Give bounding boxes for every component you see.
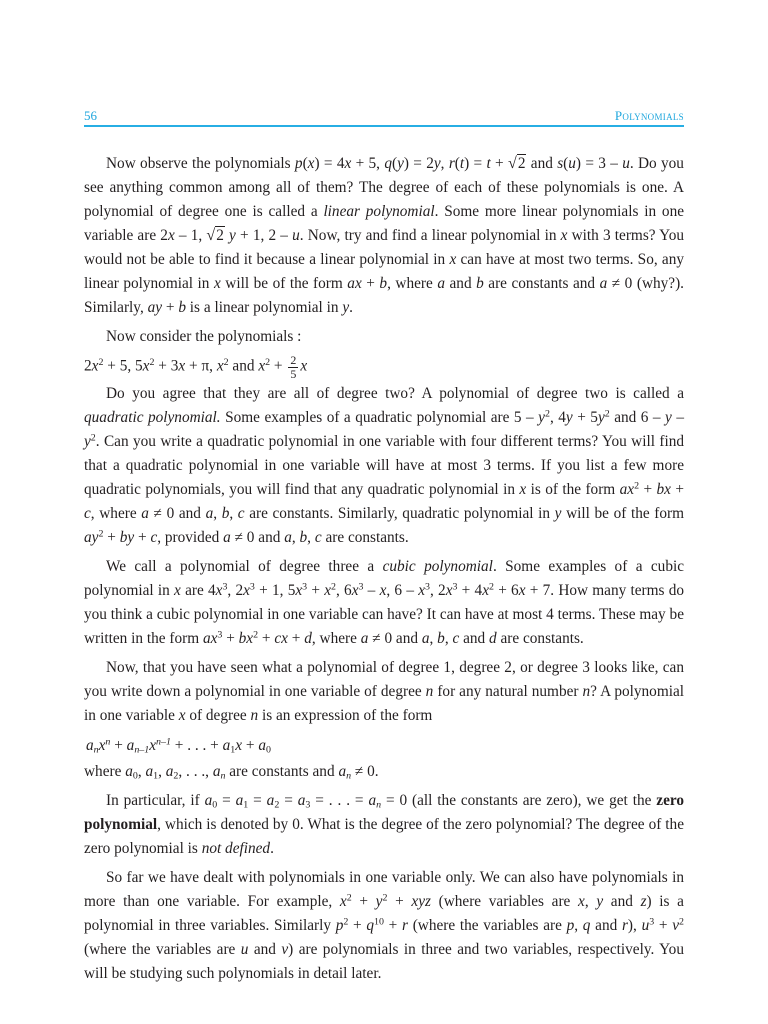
term-quadratic-polynomial: quadratic polynomial. xyxy=(84,409,221,427)
paragraph-linear-polynomials: Now observe the polynomials p(x) = 4x + 5, q(y) = 2y, r(t) = t + √2 and s(u) = 3 – u. Do you see anything common among all of them? The degree of each of these polynomials is one. A polynomial of degree one is called a linear polynomial. Some more linear polynomials in one variable are 2x – 1, √2 y + 1, 2 – u. Now, try and find a linear polynomial in x with 3 terms? You would not be able to find it because a linear polynomial in x can have at most two terms. So, any linear polynomial in x will be of the form ax + b, where a and b are constants and a ≠ 0 (why?). Similarly, ay + b is a linear polynomial in y. xyxy=(84,155,685,316)
page-body xyxy=(84,152,684,991)
paragraph-constants: where $a_0$, $a_1$, $a_2$, . . ., $a_n$ are constants and $a_n \ne 0$. xyxy=(84,763,379,782)
quadratic-examples-line: $2x^2 + 5$, $5x^2 + 3x + \pi$, $x^2$ and $x^2$ + $\frac{2}{5}$ x xyxy=(84,353,308,381)
paragraph-general-polynomial: Now, that you have seen what a polynomial of degree 1, degree 2, or degree 3 looks like, can you write down a polynomial in one variable of degree n for any natural number n? A polynomial in one variable x of degree n is an expression of the form xyxy=(84,659,685,725)
running-title: Polynomials xyxy=(614,108,684,123)
general-polynomial-expression: $a_nx^n + a_{n-1}x^{n-1}$ + . . . + $a_1x + a_0$ xyxy=(86,736,271,756)
paragraph-quadratic-polynomials: Do you agree that they are all of degree two? A polynomial of degree two is called a quadratic polynomial. Some examples of a quadratic polynomial are $5 - y^2$, $4y + 5y^2$ and 6 – y – $y^2$. Can you write a quadratic polynomial in one variable with four different terms? You will find that a quadratic polynomial in one variable will have at most 3 terms. If you list a few more quadratic polynomials, you will find that any quadratic polynomial in x is of the form $ax^2$ + bx + c, where a ≠ 0 and a, b, c are constants. Similarly, quadratic polynomial in y will be of the form $ay^2$ + by + c, provided a ≠ 0 and a, b, c are constants. xyxy=(84,385,685,547)
page-number: 56 xyxy=(84,108,97,123)
sqrt-two: √2 xyxy=(508,155,526,172)
page-header xyxy=(84,104,684,126)
term-cubic-polynomial: cubic polynomial xyxy=(382,558,493,576)
fraction-two-fifths: $\frac{2}{5}$ xyxy=(290,353,297,381)
header-rule xyxy=(84,125,684,127)
paragraph-multivariable: So far we have dealt with polynomials in one variable only. We can also have polynomials in more than one variable. For example, $x^2 + y^2$ + xyz (where variables are x, y and z) is a polynomial in three variables. Similarly $p^2 + q^{10} + r$ (where the variables are p, q and r), $u^3 + v^2$ (where the variables are u and v) are polynomials in three and two variables, respectively. You will be studying such polynomials in detail later. xyxy=(84,869,685,983)
sqrt-two: √2 xyxy=(206,227,224,244)
term-not-defined: not defined xyxy=(201,840,271,858)
term-linear-polynomial: linear polynomial xyxy=(323,203,435,220)
paragraph-zero-polynomial: In particular, if $a_0 = a_1 = a_2 = a_3$ = . . . = $a_n = 0$ (all the constants are zero), we get the zero polynomial, which is denoted by 0. What is the degree of the zero polynomial? The degree of the zero polynomial is not defined. xyxy=(84,792,685,858)
term-zero-polynomial: zero polynomial xyxy=(84,792,685,834)
paragraph-consider: Now consider the polynomials : xyxy=(106,328,302,345)
paragraph-cubic-polynomials: We call a polynomial of degree three a cubic polynomial. Some examples of a cubic polynomial in x are $4x^3$, $2x^3 + 1$, $5x^3 + x^2$, $6x^3$ – x, $6 - x^3$, $2x^3 + 4x^2 + 6x + 7$. How many terms do you think a cubic polynomial in one variable can have? It can have at most 4 terms. These may be written in the form $ax^3 + bx^2$ + cx + d, where a ≠ 0 and a, b, c and d are constants. xyxy=(84,558,685,648)
